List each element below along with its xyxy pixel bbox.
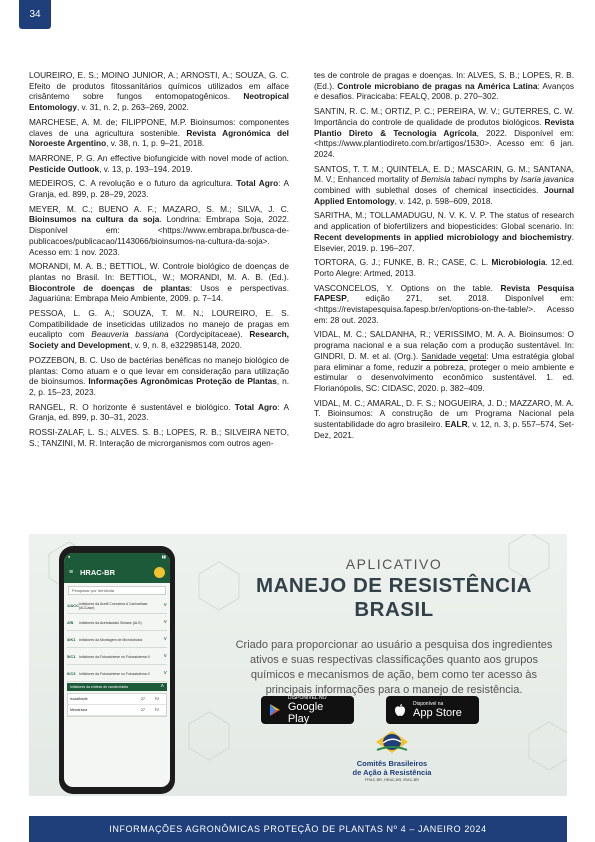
reference-pre: VIDAL, M. C.; SALDANHA, R.; VERISSIMO, M. A. A. Bioinsumos: O programa nacional e a sua relação com a produção sustentável. In: GINDRI, D. M. et al. (Org.). bbox=[314, 329, 574, 361]
reference-underline: Sanidade vegetal bbox=[421, 350, 487, 361]
reference-bold: Total Agro bbox=[236, 178, 279, 189]
phone-table-row bbox=[68, 705, 166, 716]
phone-row-desc: Inibidores da Montagem de Microtúbulos bbox=[79, 637, 143, 642]
committees-emblem-icon bbox=[375, 730, 409, 754]
reference-pre: MORANDI, M. A. B.; BETTIOL, W. Controle biológico de doenças de plantas no Brasil. In: BETTIOL, W.; MORANDI, M. A. B. (Ed.). bbox=[29, 261, 289, 282]
reference-post: . 12.ed. Porto Alegre: Artmed, 2013. bbox=[314, 257, 574, 278]
phone-table-cell: F2 bbox=[154, 708, 160, 712]
phone-row-code: 2/B bbox=[67, 620, 74, 625]
app-store-small-label: Disponível na bbox=[413, 701, 444, 707]
reference-post: : A Granja, ed. 899, p. 30–31, 2023. bbox=[29, 401, 289, 423]
reference-bold: Microbiologia bbox=[491, 257, 546, 268]
reference-post: , v. 13, p. 193–194. 2019. bbox=[99, 163, 193, 174]
reference-post: : A Granja, ed. 899, p. 28–29, 2023. bbox=[29, 178, 289, 200]
reference-italic2: Isaria javanica bbox=[520, 174, 574, 185]
reference-entry bbox=[29, 153, 289, 174]
phone-row-code: 6/C3 bbox=[67, 671, 76, 676]
chevron-down-icon: ˅ bbox=[163, 602, 167, 609]
page-number: 34 bbox=[19, 0, 51, 29]
reference-pre: POZZEBON, B. C. Uso de bactérias benéficas no manejo biológico de plantas: Como atuam e o que levar em consideração para utilização de bioinsumos. bbox=[29, 354, 289, 387]
google-play-big-label: Google Play bbox=[287, 701, 324, 725]
phone-status-bar: ● ▮▮ bbox=[64, 553, 170, 561]
apple-icon bbox=[393, 703, 407, 717]
reference-entry bbox=[29, 117, 289, 149]
references-left-column bbox=[29, 70, 289, 516]
reference-bold: Pesticide Outlook bbox=[29, 163, 100, 174]
reference-italic: Beauveria bassiana bbox=[91, 329, 169, 340]
logo-line2: de Ação à Resistência bbox=[352, 768, 432, 777]
phone-row-code: 5/C1 bbox=[67, 654, 76, 659]
reference-pre: SANTIN, R. C. M.; ORTIZ, P. C.; PEREIRA, W. V.; GUTERRES, C. W. Importância do controle de qualidade de produtos biológicos. bbox=[314, 106, 574, 127]
app-store-big-label: App Store bbox=[413, 707, 462, 719]
ad-heading bbox=[229, 556, 559, 698]
phone-table-cell: Isoxaflutole bbox=[70, 697, 88, 701]
phone-row-code: 3/K1 bbox=[67, 637, 76, 642]
phone-table bbox=[67, 693, 167, 717]
reference-pre: MEYER, M. C.; BUENO A. F.; MAZARO, S. M.; SILVA, J. C. bbox=[29, 203, 289, 214]
reference-entry bbox=[29, 402, 289, 423]
phone-row-desc: Inibidores da Fotossíntese no Fotossistema II bbox=[79, 671, 150, 676]
reference-pre: MEDEIROS, C. A revolução e o futuro da agricultura. bbox=[29, 178, 237, 189]
reference-pre: SARITHA, M.; TOLLAMADUGU, N. V. K. V. P. The status of research and application of biofertilizers and biopesticides: Global scenario. In: bbox=[314, 210, 574, 232]
reference-italic: Bemisia tabaci bbox=[421, 174, 476, 185]
reference-entry bbox=[29, 70, 289, 113]
menu-icon: ≡ bbox=[69, 568, 74, 576]
reference-entry bbox=[29, 178, 289, 199]
reference-entry bbox=[314, 283, 574, 326]
ad-kicker: APLICATIVO bbox=[345, 556, 443, 572]
reference-post: : Avanços e desafios. Piracicaba: FEALQ, 2008. p. 270–302. bbox=[314, 80, 574, 102]
chevron-down-icon: ˅ bbox=[163, 653, 167, 660]
phone-screen bbox=[64, 553, 170, 787]
reference-bold: EALR bbox=[445, 419, 468, 430]
logo-line1: Comitês Brasileiros bbox=[356, 759, 428, 768]
reference-post: , v. 31, n. 2, p. 263–269, 2002. bbox=[76, 102, 189, 113]
reference-entry bbox=[29, 427, 289, 448]
reference-bold: Biocontrole de doenças de plantas bbox=[29, 282, 190, 293]
reference-bold: Controle microbiano de pragas na América Latina bbox=[337, 80, 538, 91]
chevron-up-icon: ˄ bbox=[160, 684, 164, 690]
reference-bold: Journal Applied Entomology bbox=[314, 185, 574, 206]
google-play-icon bbox=[268, 703, 282, 717]
reference-entry bbox=[314, 329, 574, 393]
phone-app-bar bbox=[64, 561, 170, 583]
reference-post: , v. 9, n. 8, e322985148, 2020. bbox=[129, 340, 242, 351]
reference-pre: ROSSI-ZALAF, L. S.; ALVES. S. B.; LOPES, R. B.; SILVEIRA NETO, S.; TANZINI, M. R. Interação de microrganismos com outros agen- bbox=[29, 427, 289, 448]
reference-entry bbox=[29, 261, 289, 304]
phone-table-cell: F2 bbox=[154, 697, 160, 701]
ad-description: Criado para proporcionar ao usuário a pesquisa dos ingredientes ativos e suas respectivas classificações quanto aos grupos químicos e mecanismos de ação, bem como ter acesso às principais informações para o manejo de resistência. bbox=[235, 639, 553, 696]
reference-post: , v. 38, n. 1, p. 9–21, 2018. bbox=[106, 138, 205, 149]
phone-group-label: Inibidores da síntese de carotenóides bbox=[70, 685, 129, 689]
reference-pre: TORTORA, G. J.; FUNKE, B. R.; CASE, C. L. bbox=[314, 257, 492, 268]
reference-bold: Total Agro bbox=[234, 401, 278, 412]
reference-entry bbox=[29, 204, 289, 258]
reference-bold: Recent developments in applied microbiology and biochemistry bbox=[314, 231, 572, 242]
chevron-down-icon: ˅ bbox=[163, 619, 167, 626]
reference-entry bbox=[314, 70, 574, 102]
phone-row-desc: Inibidores da Fotossíntese no Fotossistema II bbox=[79, 654, 150, 659]
phone-row-desc: Inibidores da Acetolactato Sintase (ALS) bbox=[79, 620, 142, 625]
reference-bold: Informações Agronômicas Proteção de Plantas bbox=[88, 376, 277, 387]
reference-pre: MARCHESE, A. M. de; FILIPPONE, M.P. Bioinsumos: componentes claves de una agricultura sostenible. bbox=[29, 116, 289, 138]
reference-post: , v. 12, n. 3, p. 557–574, Set-Dez, 2021. bbox=[314, 419, 574, 440]
reference-pre: PESSOA, L. G. A.; SOUZA, T. M. N.; LOUREIRO, E. S. Compatibilidade de inseticidas utilizados no manejo de pragas em eucalipto com bbox=[29, 308, 289, 340]
committees-logo bbox=[347, 730, 437, 782]
reference-pre: VASCONCELOS, Y. Options on the table. bbox=[314, 282, 501, 293]
references-right-column bbox=[314, 70, 574, 516]
reference-post: , v. 142, p. 598–609, 2018. bbox=[394, 195, 493, 206]
reference-entry bbox=[29, 355, 289, 398]
reference-post: : Uma estratégia global para eliminar a fome, reduzir a pobreza, proteger o meio ambiente e estimular o desenvolvimento econômico sustentável. 1. ed. Florianópolis, SC: CIDASC, 2020. p. 382–409. bbox=[314, 350, 574, 393]
reference-bold: Neotropical Entomology bbox=[29, 91, 289, 113]
logo-sub: FRAC-BR, HRAC-BR, IRAC-BR bbox=[364, 778, 419, 782]
reference-post: : Usos e perspectivas. Jaguariúna: Embrapa Meio Ambiente, 2009. p. 7–14. bbox=[29, 282, 289, 304]
reference-pre: tes de controle de pragas e doenças. In: ALVES, S. B.; LOPES, R. B. (Ed.). bbox=[314, 70, 574, 91]
phone-row-code: 1/ACC bbox=[67, 603, 80, 608]
reference-bold: Revista Plantio Direto & Tecnologia Agrícola bbox=[314, 116, 574, 138]
reference-pre: SANTOS, T. T. M.; QUINTELA, E. D.; MASCARIN, G. M.; SANTANA, M. V.; Enhanced mortality of bbox=[314, 163, 574, 185]
phone-row-desc: Inibidores da Acetil Coenzima A Carboxilase (ACCase) bbox=[79, 601, 148, 610]
reference-bold: Revista Pesquisa FAPESP bbox=[314, 282, 574, 304]
phone-app-title: HRAC-BR bbox=[80, 567, 115, 577]
reference-entry bbox=[29, 308, 289, 351]
reference-post: , n. 2, p. 15–23, 2023. bbox=[29, 376, 289, 397]
chevron-down-icon: ˅ bbox=[163, 670, 167, 677]
reference-bold: Revista Agronómica del Noroeste Argentino bbox=[29, 127, 289, 149]
google-play-small-label: DISPONÍVEL NO bbox=[287, 695, 327, 701]
phone-table-cell: 27 bbox=[141, 697, 145, 701]
reference-post: . Elsevier, 2019. p. 196–207. bbox=[314, 231, 574, 253]
reference-post: , 2022. Disponível em: <https://www.plantiodireto.com.br/artigos/1530>. Acesso em: 6 jan. 2024. bbox=[314, 127, 574, 159]
phone-group-bar bbox=[67, 683, 167, 691]
reference-mid: (Cordycipitaceae). bbox=[168, 329, 250, 340]
reference-pre: VIDAL, M. C.; AMARAL, D. F. S.; NOGUEIRA, J. D.; MAZZARO, M. A. T. Bioinsumos: A construção de um Programa Nacional pela sustentabilidade do agro brasileiro. bbox=[314, 397, 574, 430]
reference-post: , edição 271, set. 2018. Disponível em: <https://revistapesquisa.fapesp.br/en/options-on-the-table/>. Acesso em: 28 out. 2023. bbox=[314, 293, 574, 325]
reference-entry bbox=[314, 257, 574, 278]
phone-table-cell: 27 bbox=[141, 708, 145, 712]
reference-post: . Londrina: Embrapa Soja, 2022. Disponível em: <https://www.embrapa.br/busca-de-publicacoes/publicacao/1143066/bioinsumos-na-cultura-da-soja>. Acesso em: 1 nov. 2023. bbox=[29, 214, 289, 257]
reference-entry bbox=[314, 210, 574, 253]
phone-table-cell: Mesotriona bbox=[70, 708, 88, 712]
reference-bold: Bioinsumos na cultura da soja bbox=[29, 214, 160, 225]
reference-bold: Research, Society and Development bbox=[29, 329, 289, 351]
phone-table-row bbox=[68, 694, 166, 705]
reference-pre: LOUREIRO, E. S.; MOINO JUNIOR, A.; ARNOSTI, A.; SOUZA, G. C. Efeito de produtos fitossanitários químicos utilizados em alface crisântemo sobre fungos entomopatogênicos. bbox=[29, 70, 289, 102]
page-footer: INFORMAÇÕES AGRONÔMICAS PROTEÇÃO DE PLANTAS Nº 4 – JANEIRO 2024 bbox=[29, 816, 567, 842]
references bbox=[29, 70, 574, 516]
app-logo-icon bbox=[154, 567, 165, 578]
chevron-down-icon: ˅ bbox=[163, 636, 167, 643]
phone-mockup bbox=[59, 546, 175, 794]
ad-title: MANEJO DE RESISTÊNCIA BRASIL bbox=[256, 574, 532, 621]
reference-mid: nymphs by bbox=[475, 174, 521, 185]
reference-pre: MARRONE, P. G. An effective biofungicide with novel mode of action. bbox=[29, 152, 289, 163]
reference-mid2: combined with sublethal doses of chemical insecticides. bbox=[314, 185, 545, 196]
app-store-button[interactable] bbox=[386, 696, 479, 724]
reference-entry bbox=[314, 398, 574, 441]
google-play-button[interactable] bbox=[261, 696, 354, 724]
phone-search-input: Pesquisar por herbicida bbox=[68, 586, 166, 595]
app-advertisement bbox=[29, 534, 567, 796]
phone-list-item bbox=[67, 649, 167, 665]
reference-pre: RANGEL, R. O horizonte é sustentável e biológico. bbox=[29, 401, 235, 412]
reference-entry bbox=[314, 106, 574, 160]
reference-entry bbox=[314, 164, 574, 207]
phone-list-item bbox=[67, 615, 167, 631]
phone-list-item bbox=[67, 598, 167, 614]
phone-list-item bbox=[67, 632, 167, 648]
phone-list-item bbox=[67, 666, 167, 682]
